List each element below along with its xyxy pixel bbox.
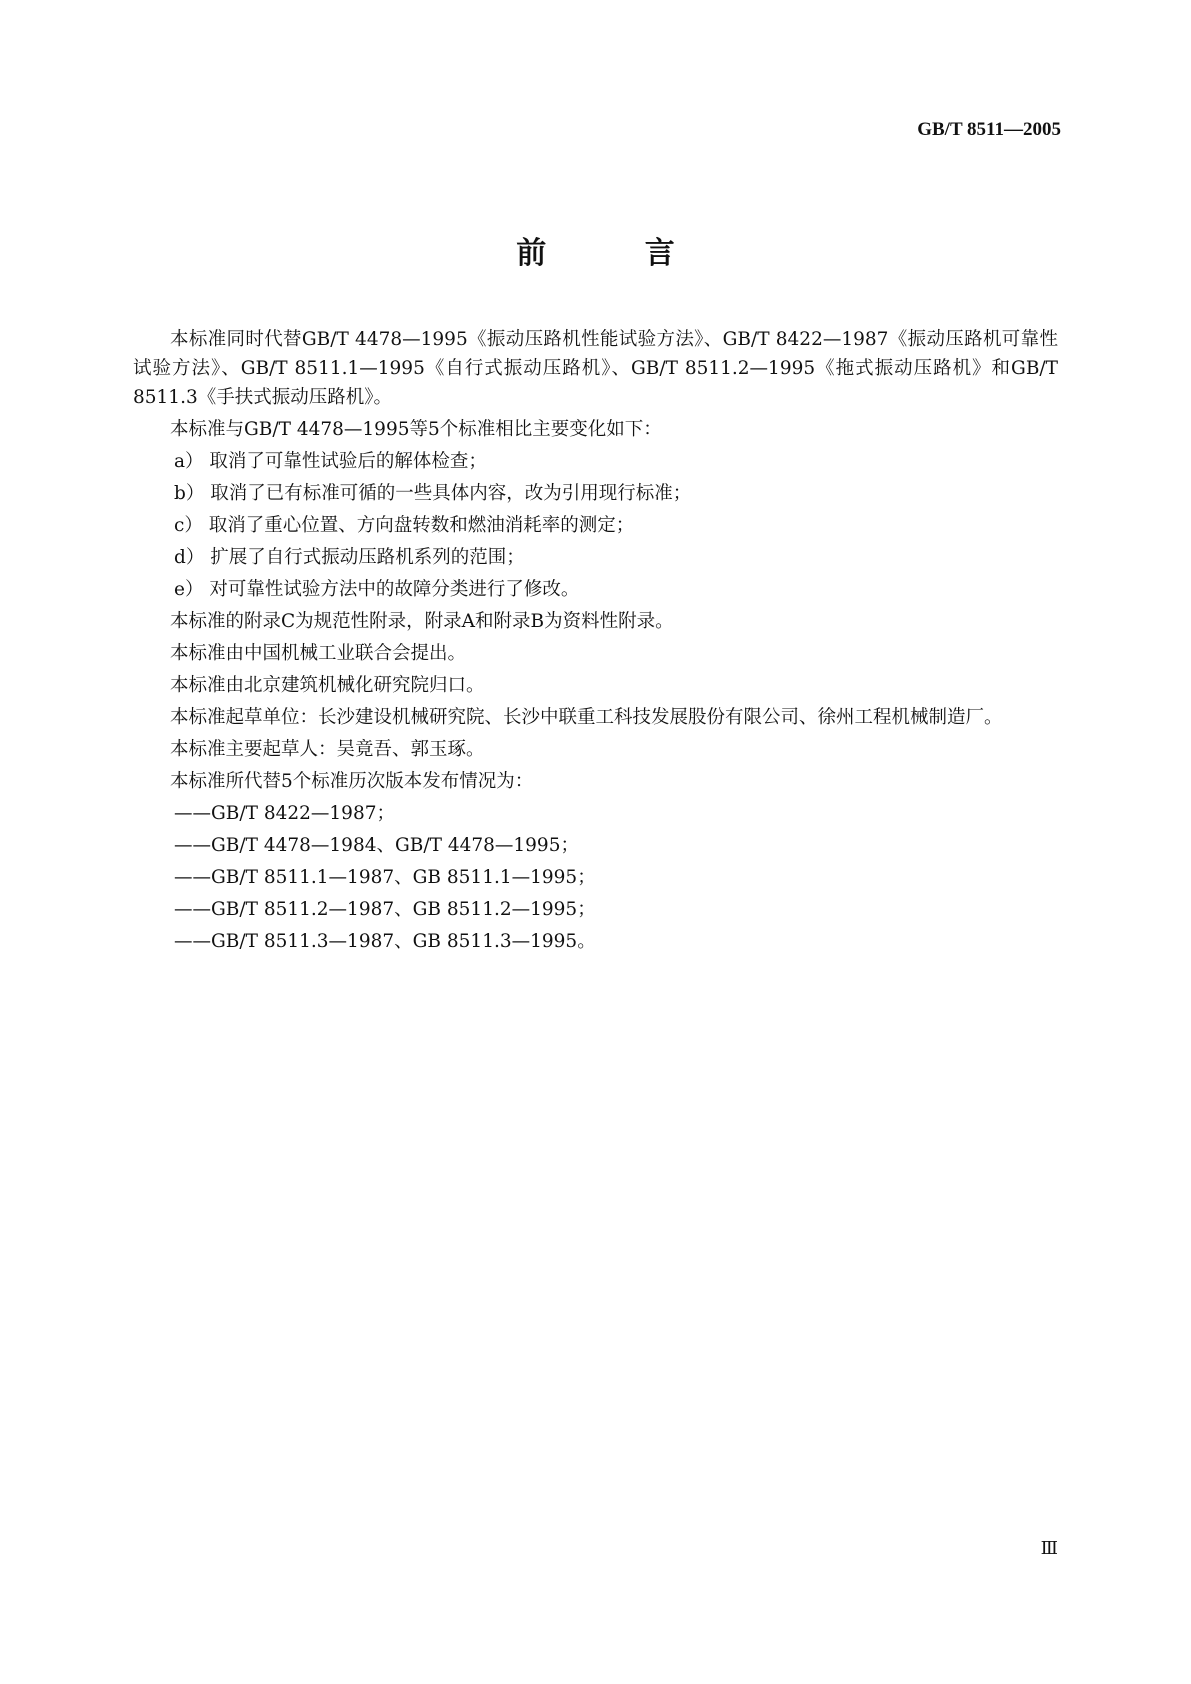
history-item: ——GB/T 8511.3—1987、GB 8511.3—1995。 xyxy=(174,931,596,952)
list-item-a: a） 取消了可靠性试验后的解体检查； xyxy=(174,451,487,472)
standard-code-header: GB/T 8511—2005 xyxy=(917,119,1061,140)
list-item-b: b） 取消了已有标准可循的一些具体内容，改为引用现行标准； xyxy=(174,483,692,504)
list-item-d: d） 扩展了自行式振动压路机系列的范围； xyxy=(174,547,525,568)
history-item: ——GB/T 8511.1—1987、GB 8511.1—1995； xyxy=(174,867,596,888)
paragraph-proposer: 本标准由中国机械工业联合会提出。 xyxy=(170,643,467,664)
paragraph-history-intro: 本标准所代替5个标准历次版本发布情况为： xyxy=(170,771,534,792)
paragraph-appendix: 本标准的附录C为规范性附录，附录A和附录B为资料性附录。 xyxy=(170,611,674,632)
page-number: Ⅲ xyxy=(1040,1538,1058,1558)
page-title: 前 言 xyxy=(516,236,719,271)
history-item: ——GB/T 8422—1987； xyxy=(174,803,395,824)
paragraph-replacement: 本标准同时代替GB/T 4478—1995《振动压路机性能试验方法》、GB/T 8422—1987《振动压路机可靠性试验方法》、GB/T 8511.1—1995《自行式振动压路机》、GB/T 8511.2—1995《拖式振动压路机》和GB/T 8511.3《手扶式振动压路机》。 xyxy=(133,329,1058,408)
history-item: ——GB/T 4478—1984、GB/T 4478—1995； xyxy=(174,835,579,856)
foreword-body xyxy=(133,325,1058,956)
list-item-c: c） 取消了重心位置、方向盘转数和燃油消耗率的测定； xyxy=(174,515,635,536)
paragraph-drafting-units: 本标准起草单位：长沙建设机械研究院、长沙中联重工科技发展股份有限公司、徐州工程机械制造厂。 xyxy=(170,707,1003,728)
paragraph-changes-intro: 本标准与GB/T 4478—1995等5个标准相比主要变化如下： xyxy=(170,419,662,440)
list-item-e: e） 对可靠性试验方法中的故障分类进行了修改。 xyxy=(174,579,580,600)
paragraph-drafters: 本标准主要起草人：吴竟吾、郭玉琢。 xyxy=(170,739,485,760)
paragraph-administrator: 本标准由北京建筑机械化研究院归口。 xyxy=(170,675,485,696)
history-item: ——GB/T 8511.2—1987、GB 8511.2—1995； xyxy=(174,899,596,920)
